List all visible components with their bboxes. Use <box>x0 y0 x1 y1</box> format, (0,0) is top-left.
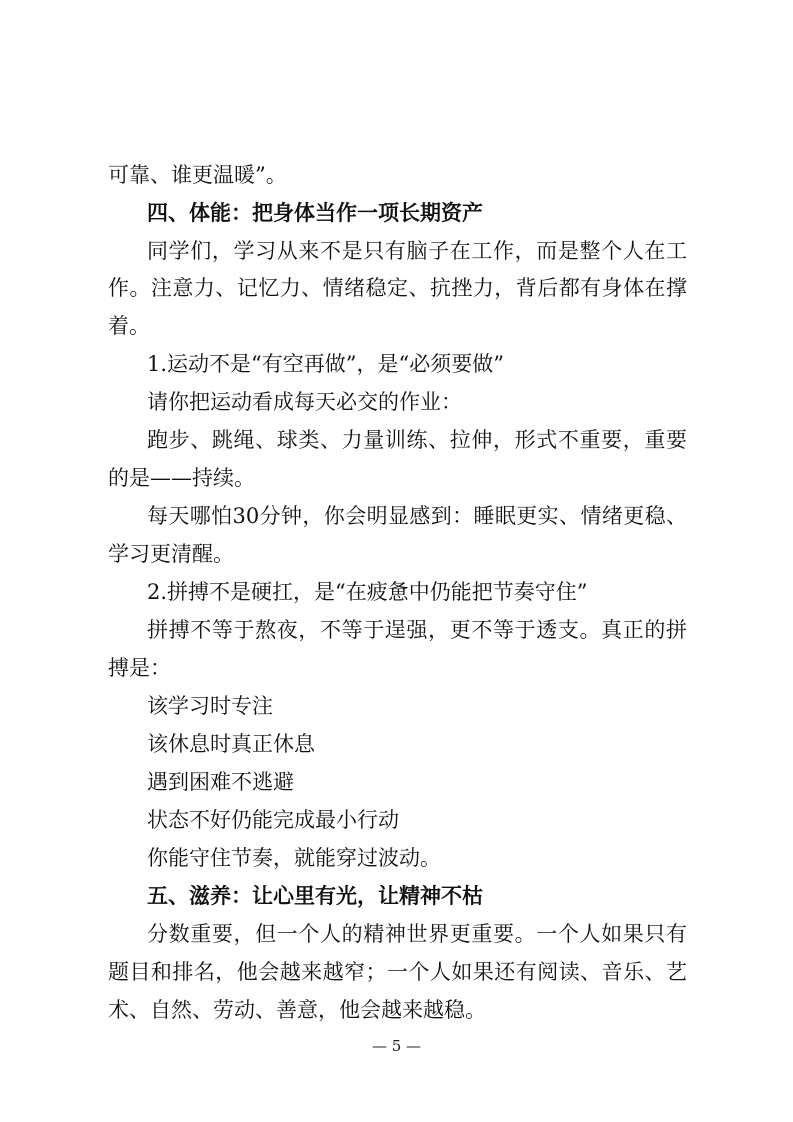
section-heading-physical: 四、体能：把身体当作一项长期资产 <box>147 200 483 225</box>
paragraph-line: 的是——持续。 <box>108 466 255 490</box>
paragraph-line: 着。 <box>108 314 150 338</box>
list-item: 该休息时真正休息 <box>147 732 315 756</box>
paragraph-line: 同学们，学习从来不是只有脑子在工作，而是整个人在工 <box>147 239 687 263</box>
list-item: 状态不好仍能完成最小行动 <box>147 808 399 832</box>
paragraph-line: 拼搏不等于熬夜，不等于逞强，更不等于透支。真正的拼 <box>147 618 687 642</box>
list-item: 遇到困难不逃避 <box>147 770 294 794</box>
paragraph-line: 你能守住节奏，就能穿过波动。 <box>147 846 441 870</box>
paragraph-line: 题目和排名，他会越来越窄；一个人如果还有阅读、音乐、艺 <box>108 960 687 984</box>
paragraph-line: 可靠、谁更温暖”。 <box>108 163 287 187</box>
subheading-exercise: 1.运动不是“有空再做”，是“必须要做” <box>147 352 504 376</box>
paragraph-line: 请你把运动看成每天必交的作业： <box>147 390 462 414</box>
paragraph-line: 跑步、跳绳、球类、力量训练、拉伸，形式不重要，重要 <box>147 428 687 452</box>
paragraph-line: 术、自然、劳动、善意，他会越来越稳。 <box>108 998 486 1022</box>
paragraph-line: 搏是： <box>108 656 171 680</box>
section-heading-nourish: 五、滋养：让心里有光，让精神不枯 <box>147 883 483 908</box>
paragraph-line: 作。注意力、记忆力、情绪稳定、抗挫力，背后都有身体在撑 <box>108 276 687 300</box>
paragraph-line: 学习更清醒。 <box>108 542 234 566</box>
paragraph-line: 分数重要，但一个人的精神世界更重要。一个人如果只有 <box>147 922 687 946</box>
list-item: 该学习时专注 <box>147 694 273 718</box>
paragraph-line: 每天哪怕30分钟，你会明显感到：睡眠更实、情绪更稳、 <box>147 504 687 528</box>
page-number: — 5 — <box>371 1037 422 1055</box>
subheading-striving: 2.拼搏不是硬扛，是“在疲惫中仍能把节奏守住” <box>147 580 588 604</box>
